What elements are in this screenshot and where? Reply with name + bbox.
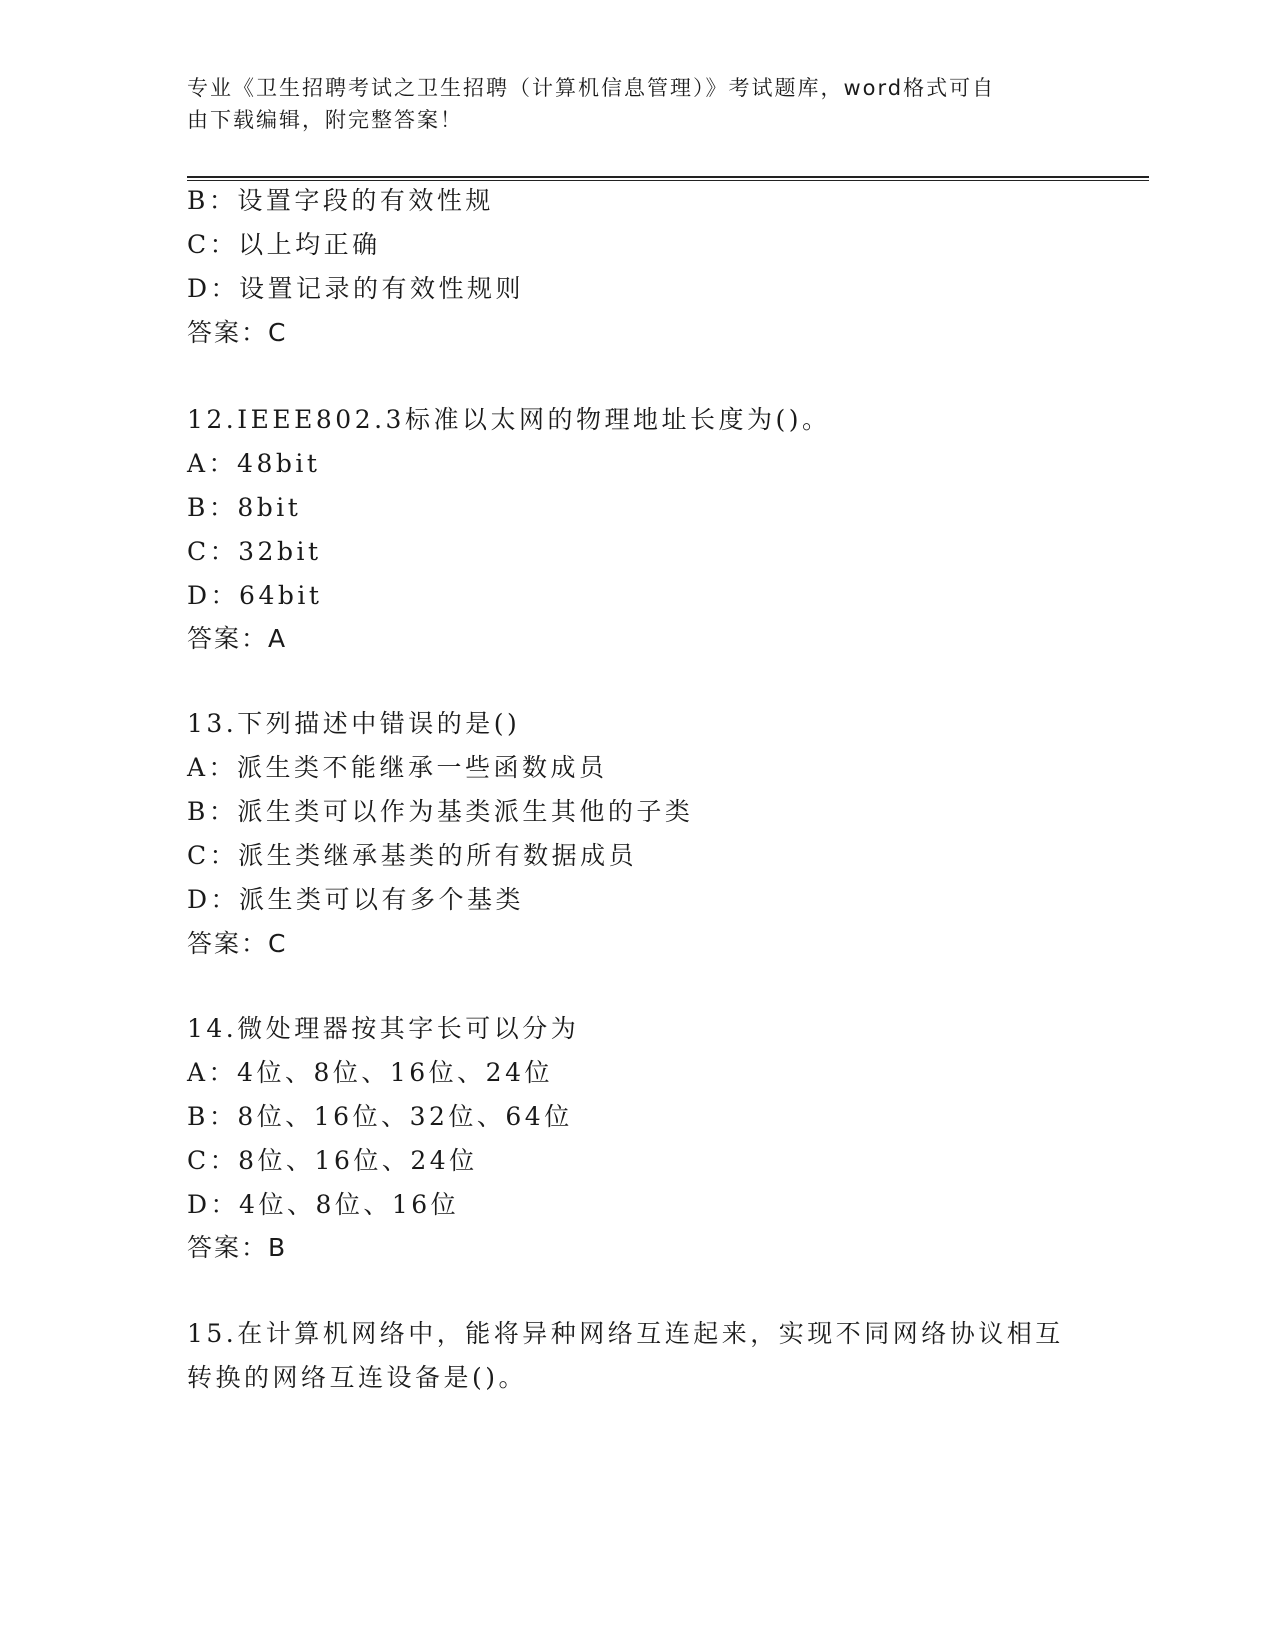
q13-option-c: C：派生类继承基类的所有数据成员 [187, 841, 638, 870]
q13-option-d: D：派生类可以有多个基类 [187, 885, 525, 914]
q14-question: 14.微处理器按其字长可以分为 [187, 1014, 580, 1043]
q14-option-d: D：4位、8位、16位 [187, 1190, 460, 1219]
header-line-2: 由下载编辑，附完整答案！ [187, 108, 463, 132]
q11-option-b: B：设置字段的有效性规 [187, 186, 494, 215]
q12-option-d: D：64bit [187, 581, 323, 610]
q14-option-b: B：8位、16位、32位、64位 [187, 1102, 573, 1131]
q15-question-line-1: 15.在计算机网络中，能将异种网络互连起来，实现不同网络协议相互 [187, 1319, 1064, 1348]
q11-option-c: C：以上均正确 [187, 230, 381, 259]
q13-option-b: B：派生类可以作为基类派生其他的子类 [187, 797, 694, 826]
q12-option-b: B：8bit [187, 493, 302, 522]
q12-answer: 答案：A [187, 624, 288, 653]
header-line-1: 专业《卫生招聘考试之卫生招聘（计算机信息管理）》考试题库，word格式可自 [187, 76, 996, 100]
header-divider [187, 176, 1149, 181]
q12-option-c: C：32bit [187, 537, 322, 566]
document-header [187, 72, 1067, 136]
q11-option-d: D：设置记录的有效性规则 [187, 274, 525, 303]
q12-option-a: A：48bit [187, 449, 321, 478]
q14-option-a: A：4位、8位、16位、24位 [187, 1058, 553, 1087]
q13-option-a: A：派生类不能继承一些函数成员 [187, 753, 608, 782]
q12-question: 12.IEEE802.3标准以太网的物理地址长度为()。 [187, 405, 831, 434]
q13-answer: 答案：C [187, 929, 288, 958]
q11-answer: 答案：C [187, 318, 288, 347]
q14-answer: 答案：B [187, 1233, 288, 1262]
q13-question: 13.下列描述中错误的是() [187, 709, 521, 738]
q14-option-c: C：8位、16位、24位 [187, 1146, 478, 1175]
q15-question-line-2: 转换的网络互连设备是()。 [187, 1363, 528, 1392]
